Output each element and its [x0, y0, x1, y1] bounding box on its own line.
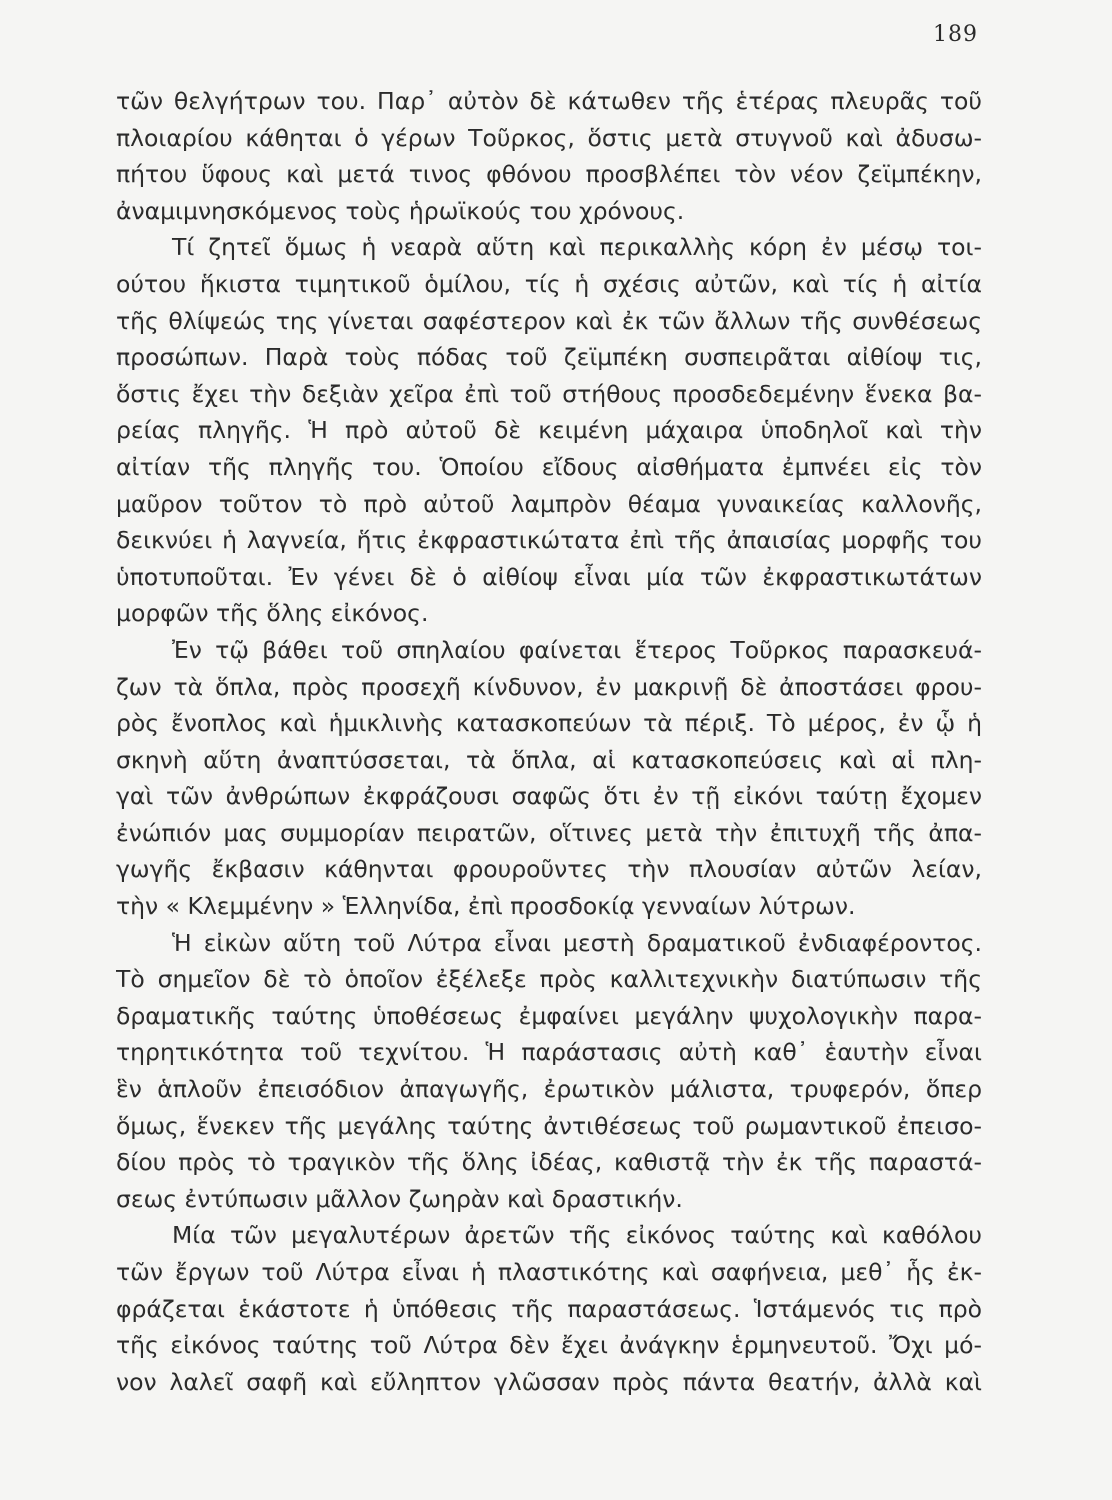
page-number: 189: [933, 22, 978, 47]
text-line: ούτου ἥκιστα τιμητικοῦ ὁμίλου, τίς ἡ σχέσις αὐτῶν, καὶ τίς ἡ αἰτία: [116, 269, 982, 298]
body-text: [116, 83, 982, 1400]
text-line: ὑποτυποῦται. Ἐν γένει δὲ ὁ αἰθίοψ εἶναι μία τῶν ἐκφραστικωτάτων: [116, 562, 982, 591]
text-line: ὅστις ἔχει τὴν δεξιὰν χεῖρα ἐπὶ τοῦ στήθους προσδεδεμένην ἕνεκα βα-: [116, 379, 982, 408]
text-line: Μία τῶν μεγαλυτέρων ἀρετῶν τῆς εἰκόνος ταύτης καὶ καθόλου: [172, 1221, 982, 1250]
text-line: ρὸς ἔνοπλος καὶ ἡμικλινὴς κατασκοπεύων τὰ πέριξ. Τὸ μέρος, ἐν ᾧ ἡ: [116, 709, 982, 738]
text-line: Τί ζητεῖ ὅμως ἡ νεαρὰ αὕτη καὶ περικαλλὴς κόρη ἐν μέσῳ τοι-: [172, 233, 982, 262]
text-line: πήτου ὕφους καὶ μετά τινος φθόνου προσβλέπει τὸν νέον ζεϊμπέκην,: [116, 160, 982, 189]
text-line: σκηνὴ αὕτη ἀναπτύσσεται, τὰ ὅπλα, αἱ κατασκοπεύσεις καὶ αἱ πλη-: [116, 745, 982, 774]
paragraph-3: [116, 632, 982, 925]
text-line: αἰτίαν τῆς πληγῆς του. Ὁποίου εἴδους αἰσθήματα ἐμπνέει εἰς τὸν: [116, 452, 982, 481]
text-line: φράζεται ἑκάστοτε ἡ ὑπόθεσις τῆς παραστάσεως. Ἱστάμενός τις πρὸ: [116, 1294, 982, 1323]
paragraph-4: [116, 925, 982, 1218]
text-line: ζων τὰ ὅπλα, πρὸς προσεχῆ κίνδυνον, ἐν μακρινῇ δὲ ἀποστάσει φρου-: [116, 672, 982, 701]
text-line: τῶν θελγήτρων του. Παρ᾽ αὐτὸν δὲ κάτωθεν τῆς ἑτέρας πλευρᾶς τοῦ: [116, 87, 982, 115]
text-line: γαὶ τῶν ἀνθρώπων ἐκφράζουσι σαφῶς ὅτι ἐν τῇ εἰκόνι ταύτῃ ἔχομεν: [116, 782, 982, 811]
paragraph-1: [116, 83, 982, 229]
text-line: δεικνύει ἡ λαγνεία, ἥτις ἐκφραστικώτατα ἐπὶ τῆς ἀπαισίας μορφῆς του: [116, 526, 982, 555]
text-line: ρείας πληγῆς. Ἡ πρὸ αὐτοῦ δὲ κειμένη μάχαιρα ὑποδηλοῖ καὶ τὴν: [116, 416, 982, 445]
paragraph-5: [116, 1217, 982, 1400]
text-line: τὴν « Κλεμμένην » Ἑλληνίδα, ἐπὶ προσδοκίᾳ γενναίων λύτρων.: [116, 892, 856, 921]
text-line: σεως ἐντύπωσιν μᾶλλον ζωηρὰν καὶ δραστικήν.: [116, 1184, 683, 1213]
text-line: δραματικῆς ταύτης ὑποθέσεως ἐμφαίνει μεγάλην ψυχολογικὴν παρα-: [116, 1001, 982, 1030]
text-line: ἐνώπιόν μας συμμορίαν πειρατῶν, οἵτινες μετὰ τὴν ἐπιτυχῆ τῆς ἀπα-: [116, 818, 982, 847]
text-line: τῆς εἰκόνος ταύτης τοῦ Λύτρα δὲν ἔχει ἀνάγκην ἑρμηνευτοῦ. Ὄχι μό-: [116, 1331, 982, 1360]
text-line: ἓν ἁπλοῦν ἐπεισόδιον ἀπαγωγῆς, ἐρωτικὸν μάλιστα, τρυφερόν, ὅπερ: [116, 1075, 982, 1104]
text-line: τηρητικότητα τοῦ τεχνίτου. Ἡ παράστασις αὐτὴ καθ᾽ ἑαυτὴν εἶναι: [116, 1038, 982, 1067]
text-line: μαῦρον τοῦτον τὸ πρὸ αὐτοῦ λαμπρὸν θέαμα γυναικείας καλλονῆς,: [116, 489, 982, 518]
text-line: ὅμως, ἕνεκεν τῆς μεγάλης ταύτης ἀντιθέσεως τοῦ ρωμαντικοῦ ἐπεισο-: [116, 1111, 982, 1140]
text-line: τῶν ἔργων τοῦ Λύτρα εἶναι ἡ πλαστικότης καὶ σαφήνεια, μεθ᾽ ἧς ἐκ-: [116, 1258, 982, 1286]
text-line: Ἡ εἰκὼν αὕτη τοῦ Λύτρα εἶναι μεστὴ δραματικοῦ ἐνδιαφέροντος.: [172, 928, 982, 957]
text-line: μορφῶν τῆς ὅλης εἰκόνος.: [116, 599, 429, 628]
text-line: Τὸ σημεῖον δὲ τὸ ὁποῖον ἐξέλεξε πρὸς καλλιτεχνικὴν διατύπωσιν τῆς: [116, 965, 982, 994]
text-line: Ἐν τῷ βάθει τοῦ σπηλαίου φαίνεται ἕτερος Τοῦρκος παρασκευά-: [172, 635, 982, 664]
text-line: νον λαλεῖ σαφῆ καὶ εὔληπτον γλῶσσαν πρὸς πάντα θεατήν, ἀλλὰ καὶ: [116, 1367, 982, 1396]
text-line: τῆς θλίψεώς της γίνεται σαφέστερον καὶ ἐκ τῶν ἄλλων τῆς συνθέσεως: [116, 306, 982, 335]
text-line: γωγῆς ἔκβασιν κάθηνται φρουροῦντες τὴν πλουσίαν αὐτῶν λείαν,: [116, 855, 982, 884]
text-line: προσώπων. Παρὰ τοὺς πόδας τοῦ ζεϊμπέκη συσπειρᾶται αἰθίοψ τις,: [116, 343, 982, 372]
text-line: ἀναμιμνησκόμενος τοὺς ἡρωϊκούς του χρόνους.: [116, 196, 685, 225]
text-line: πλοιαρίου κάθηται ὁ γέρων Τοῦρκος, ὅστις μετὰ στυγνοῦ καὶ ἀδυσω-: [116, 123, 982, 152]
paragraph-2: [116, 229, 982, 632]
text-line: δίου πρὸς τὸ τραγικὸν τῆς ὅλης ἰδέας, καθιστᾷ τὴν ἐκ τῆς παραστά-: [116, 1148, 982, 1177]
